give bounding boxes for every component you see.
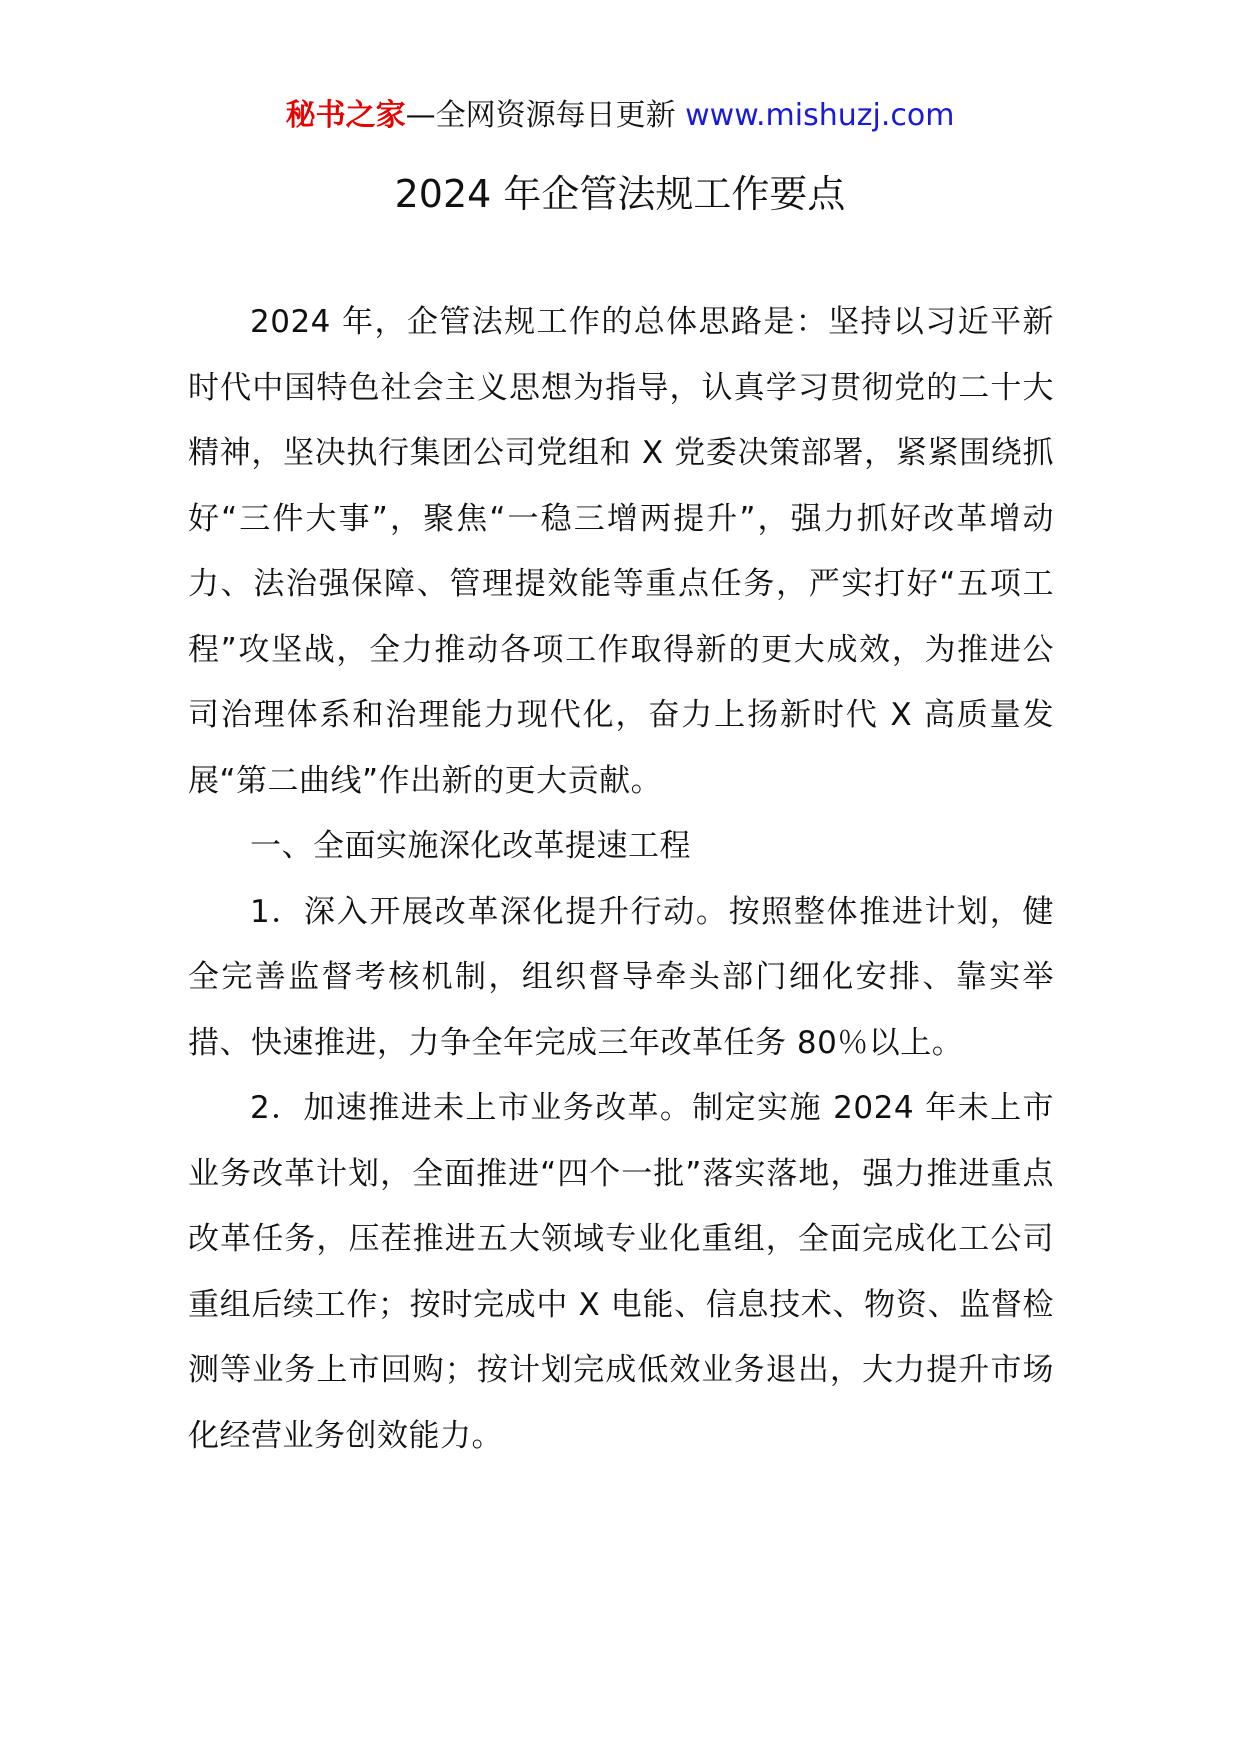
site-url-link[interactable]: www.mishuzj.com [685, 98, 955, 133]
brand-name: 秘书之家 [285, 98, 406, 133]
intro-paragraph: 2024 年，企管法规工作的总体思路是：坚持以习近平新时代中国特色社会主义思想为指导，认真学习贯彻党的二十大精神，坚决执行集团公司党组和 X 党委决策部署，紧紧围绕抓好“三件大事”，聚焦“一稳三增两提升”，强力抓好改革增动力、法治强保障、管理提效能等重点任务，严实打好“五项工程”攻坚战，全力推动各项工作取得新的更大成效，为推进公司治理体系和治理能力现代化，奋力上扬新时代 X 高质量发展“第二曲线”作出新的更大贡献。 [188, 304, 1054, 799]
document-title: 2024 年企管法规工作要点 [394, 172, 846, 216]
site-header [0, 96, 1240, 136]
item-paragraph-2: 2．加速推进未上市业务改革。制定实施 2024 年未上市业务改革计划，全面推进“四个一批”落实落地，强力推进重点改革任务，压茬推进五大领域专业化重组，全面完成化工公司重组后续工作；按时完成中 X 电能、信息技术、物资、监督检测等业务上市回购；按计划完成低效业务退出，大力提升市场化经营业务创效能力。 [188, 1090, 1054, 1454]
header-tagline: —全网资源每日更新 [405, 98, 686, 133]
item-paragraph-1: 1．深入开展改革深化提升行动。按照整体推进计划，健全完善监督考核机制，组织督导牵头部门细化安排、靠实举措、快速推进，力争全年完成三年改革任务 80％以上。 [188, 893, 1054, 1061]
section-heading: 一、全面实施深化改革提速工程 [250, 828, 691, 864]
document-body [188, 290, 1054, 1469]
